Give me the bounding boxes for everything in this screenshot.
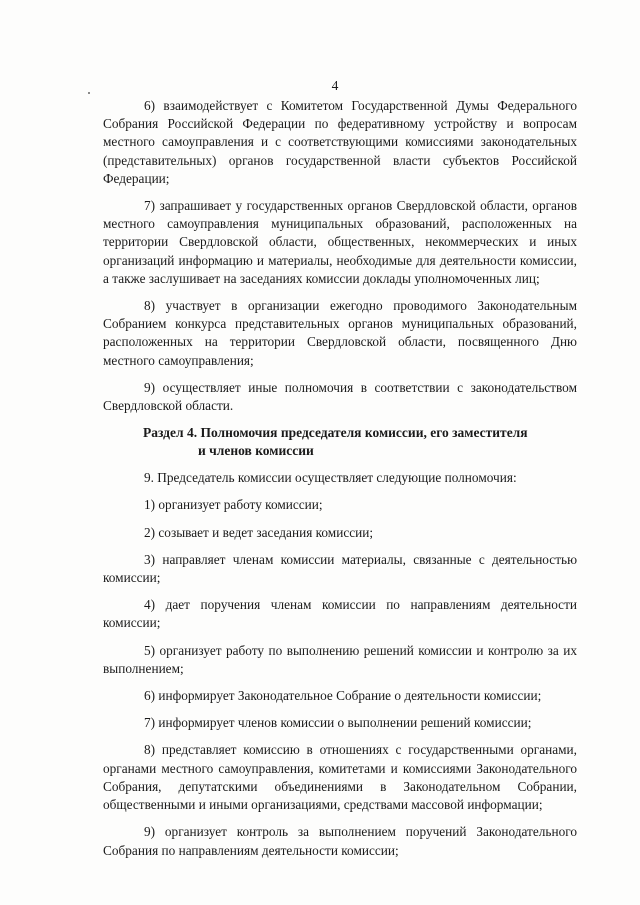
chair-power-9: 9) организует контроль за выполнением поручений Законодательного Собрания по направлениям деятельности комиссии; (103, 824, 577, 858)
document-body (103, 97, 577, 869)
chair-power-2: 2) созывает и ведет заседания комиссии; (144, 524, 374, 540)
chair-power-8: 8) представляет комиссию в отношениях с государственными органами, органами местного самоуправления, комитетами и комиссиями Законодательного Собрания, депутатскими объединениями в Законодательном Собрании, общественными и иными организациями, средствами массовой информации; (103, 742, 577, 813)
chair-power-7: 7) информирует членов комиссии о выполнении решений комиссии; (144, 715, 532, 731)
list-item-8: 8) участвует в организации ежегодно проводимого Законодательным Собранием конкурса представительных органов муниципальных образований, расположенных на территории Свердловской области, посвященного Дню местного самоуправления; (103, 298, 577, 368)
chair-power-5: 5) организует работу по выполнению решений комиссии и контролю за их выполнением; (103, 642, 577, 676)
section-heading-line1: Раздел 4. Полномочия председателя комиссии, его заместителя (143, 425, 528, 441)
list-item-6: 6) взаимодействует с Комитетом Государственной Думы Федерального Собрания Российской Федерации по федеративному устройству и вопросам местного самоуправления и с соответствующими комиссиями законодательных (представительных) органов государственной власти субъектов Российской Федерации; (103, 98, 577, 186)
chair-power-4: 4) дает поручения членам комиссии по направлениям деятельности комиссии; (103, 597, 577, 631)
clause-9: 9. Председатель комиссии осуществляет следующие полномочия: (144, 470, 517, 486)
chair-power-1: 1) организует работу комиссии; (144, 497, 323, 513)
chair-power-3: 3) направляет членам комиссии материалы, связанные с деятельностью комиссии; (103, 551, 577, 586)
page-number: 4 (331, 78, 339, 93)
list-item-7: 7) запрашивает у государственных органов Свердловской области, органов местного самоуправления муниципальных образований, расположенных на территории Свердловской области, общественных, некоммерческих и иных организаций информацию и материалы, необходимые для деятельности комиссии, а также заслушивает на заседаниях комиссии доклады уполномоченных лиц; (103, 198, 577, 286)
section-heading (103, 424, 577, 460)
section-heading-line2: и членов комиссии (198, 443, 314, 459)
list-item-9: 9) осуществляет иные полномочия в соответствии с законодательством Свердловской области. (103, 379, 577, 414)
chair-power-6: 6) информирует Законодательное Собрание о деятельности комиссии; (144, 688, 542, 704)
